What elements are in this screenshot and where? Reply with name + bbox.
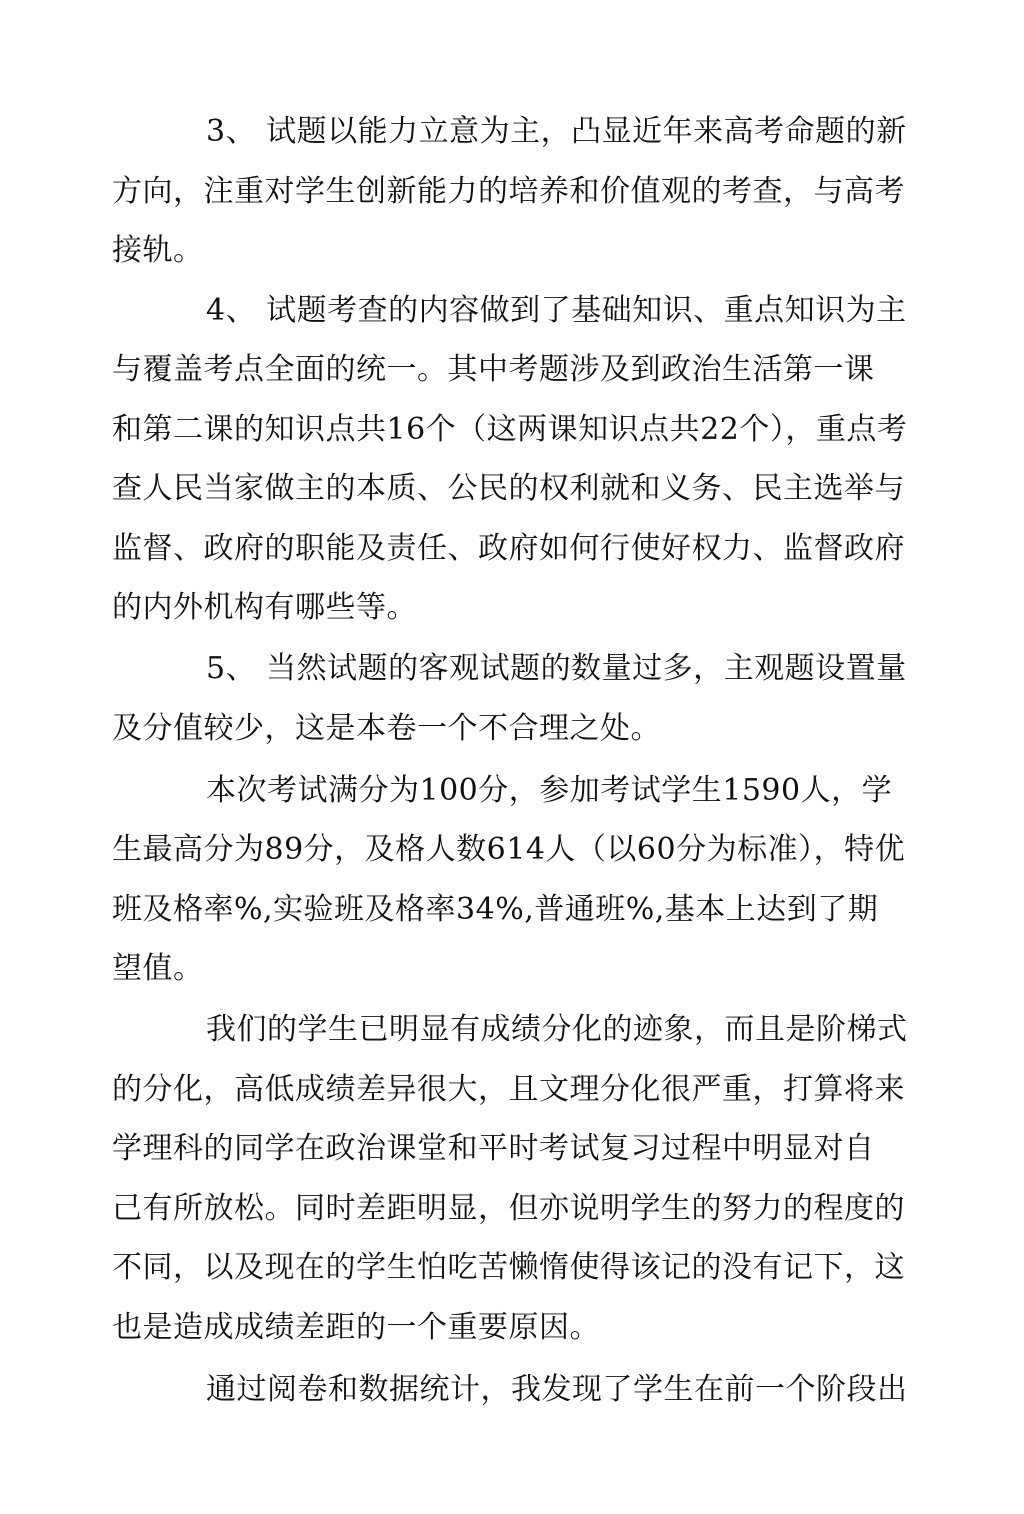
paragraph-3-line-2: 方向，注重对学生创新能力的培养和价值观的考查，与高考 (112, 174, 905, 209)
paragraph-3-line-3: 接轨。 (112, 233, 204, 268)
paragraph-4-line-6: 的内外机构有哪些等。 (112, 590, 417, 625)
paragraph-4-line-2: 与覆盖考点全面的统一。其中考题涉及到政治生活第一课 (112, 352, 875, 387)
analysis-paragraph-line-4: 己有所放松。同时差距明显，但亦说明学生的努力的程度的 (112, 1191, 905, 1226)
stats-paragraph-line-3: 班及格率%,实验班及格率34%,普通班%,基本上达到了期 (112, 892, 879, 927)
paragraph-5-line-1: 5、 当然试题的客观试题的数量过多，主观题设置量 (206, 651, 907, 686)
closing-paragraph-line-1: 通过阅卷和数据统计，我发现了学生在前一个阶段出 (206, 1372, 908, 1407)
stats-paragraph-line-2: 生最高分为89分，及格人数614人（以60分为标准），特优 (112, 832, 906, 867)
paragraph-4-line-5: 监督、政府的职能及责任、政府如何行使好权力、监督政府 (112, 531, 905, 566)
analysis-paragraph-line-2: 的分化，高低成绩差异很大，且文理分化很严重，打算将来 (112, 1072, 905, 1107)
analysis-paragraph-line-1: 我们的学生已明显有成绩分化的迹象，而且是阶梯式 (206, 1012, 908, 1047)
paragraph-4-line-1: 4、 试题考查的内容做到了基础知识、重点知识为主 (206, 293, 907, 328)
paragraph-4-line-3: 和第二课的知识点共16个（这两课知识点共22个），重点考 (112, 412, 908, 447)
paragraph-4-line-4: 查人民当家做主的本质、公民的权利就和义务、民主选举与 (112, 471, 905, 506)
analysis-paragraph-line-5: 不同，以及现在的学生怕吃苦懒惰使得该记的没有记下，这 (112, 1250, 905, 1285)
analysis-paragraph-line-6: 也是造成成绩差距的一个重要原因。 (112, 1310, 600, 1345)
stats-paragraph-line-1: 本次考试满分为100分，参加考试学生1590人，学 (206, 773, 893, 808)
analysis-paragraph-line-3: 学理科的同学在政治课堂和平时考试复习过程中明显对自 (112, 1131, 875, 1166)
paragraph-3-line-1: 3、 试题以能力立意为主，凸显近年来高考命题的新 (206, 114, 907, 149)
stats-paragraph-line-4: 望值。 (112, 951, 204, 986)
paragraph-5-line-2: 及分值较少，这是本卷一个不合理之处。 (112, 711, 661, 746)
